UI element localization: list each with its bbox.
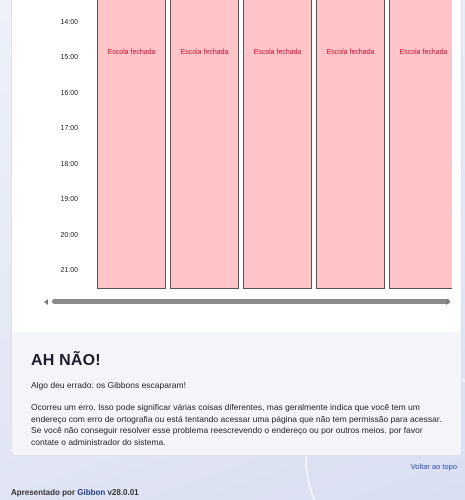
day-column-closed[interactable] xyxy=(97,0,166,289)
time-label: 17:00 xyxy=(60,125,78,132)
scrollbar-thumb[interactable] xyxy=(52,299,450,304)
back-to-top-link[interactable]: Voltar ao topo xyxy=(410,462,457,471)
day-column-closed[interactable] xyxy=(170,0,239,289)
horizontal-scrollbar[interactable] xyxy=(32,297,452,307)
error-title: AH NÃO! xyxy=(31,352,101,369)
time-label: 14:00 xyxy=(60,19,78,26)
error-description: Ocorreu um erro. Isso pode significar várias coisas diferentes, mas geralmente indica que você tem um endereço com erro de ortografia ou está tentando acessar uma página que não tem permissão para acessar. Se você não conseguir resolver esse problema reescrevendo o endereço ou por outros meios. por favor contate o administrador do sistema. xyxy=(31,402,442,447)
day-column-closed[interactable] xyxy=(243,0,312,289)
time-label: 19:00 xyxy=(60,196,78,203)
school-closed-label: Escola fechada xyxy=(107,49,156,56)
time-label: 18:00 xyxy=(60,161,78,168)
school-closed-label: Escola fechada xyxy=(253,49,302,56)
time-label: 16:00 xyxy=(60,90,78,97)
footer-prefix: Apresentado por xyxy=(11,488,76,497)
day-column-closed[interactable] xyxy=(316,0,385,289)
day-column-closed[interactable] xyxy=(389,0,452,289)
scroll-left-arrow-icon[interactable] xyxy=(44,299,48,305)
time-label: 21:00 xyxy=(60,267,78,274)
error-subtitle: Algo deu errado: os Gibbons escaparam! xyxy=(31,380,186,390)
timetable xyxy=(32,0,452,310)
school-closed-label: Escola fechada xyxy=(180,49,229,56)
time-label: 15:00 xyxy=(60,54,78,61)
timetable-panel xyxy=(11,0,462,332)
footer xyxy=(11,488,139,497)
school-closed-label: Escola fechada xyxy=(326,49,375,56)
time-label: 20:00 xyxy=(60,232,78,239)
gibbon-link[interactable]: Gibbon xyxy=(77,488,106,497)
time-column xyxy=(32,0,82,290)
school-closed-label: Escola fechada xyxy=(399,49,448,56)
scroll-right-arrow-icon[interactable] xyxy=(446,299,450,305)
footer-version: v28.0.01 xyxy=(107,488,139,497)
error-message-box xyxy=(11,332,462,456)
